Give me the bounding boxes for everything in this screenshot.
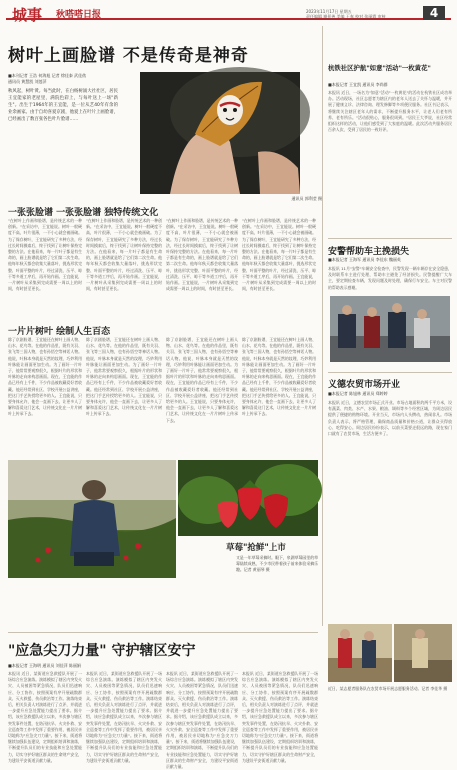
s2-col2: 除了京剧脸谱，王宜能还在树叶上画人物、山水、花鸟等。在他的作品里，既有关羽、张飞等三国人物，也有孙悟空等神话人物。他说，叶脉本身就是天然的纹理，巧妙利用叶脉能让画面更加生动。为了画好一片叶子，他常常要观察很久，根据叶片的形状和叶脉的走向来构思画面。现在，王宜能的作品已经有上千件，不少作品被收藏爱好者收藏。他还经常到社区、学校开展公益讲座，把这门手艺传授给更多的人。王宜能说，只要身体允许，他会一直画下去，让更多人了解和喜爱这门艺术，让传统文化在一片片树叶上传承下去。 <box>86 337 162 417</box>
right-divider-1 <box>328 238 452 239</box>
bottom-rule <box>8 632 318 633</box>
right-bot-byline: ■本报记者 陈旭林 通讯员 郑婷婷 <box>328 391 388 396</box>
column-divider <box>322 26 323 626</box>
lead-headline: 树叶上画脸谱 不是传奇是神奇 <box>8 46 249 66</box>
page-header <box>6 4 451 24</box>
lead-byline: ■本刊记者 王浩 何海旭 记者 徐佳泰 武佳侬 通讯员 黄慧凯 刘莲萍 <box>8 73 87 84</box>
lead-photo-caption: 通讯员 郭利莹 摄 <box>291 196 322 201</box>
bottom-col4: 本报讯 近日，某街道应急救援队开展了一场综合应急演练。演练模拟了辖区内突发火灾、人员被困等紧急情况，队员们迅速响应、分工协作，按照预案有序开展疏散群众、灭火救援、伤员救治等工作。演练结束后，相关负责人对演练进行了点评，并就进一步提升应急处置能力提出了要求。据介绍，该应急救援队成立以来，多次参与辖区突发事件处置，在防汛抗旱、火灾扑救、安全巡查等工作中发挥了重要作用，被居民亲切地称为"应急尖刀力量"。接下来，街道将继续加强队伍建设，定期组织培训和演练，不断提升队员们的专业技能和应急处置能力，切实守护好辖区群众的生命财产安全，为建设平安街道贡献力量。 <box>242 671 318 763</box>
strawberry-photo-main <box>8 460 176 578</box>
right-mid-headline: 安警帮助车主挽损失 <box>328 247 410 257</box>
right-top-headline: 杭铁社区护航"如意"活动"一枚黄花" <box>328 64 431 72</box>
bottom-col2: 本报讯 近日，某街道应急救援队开展了一场综合应急演练。演练模拟了辖区内突发火灾、人员被困等紧急情况，队员们迅速响应、分工协作，按照预案有序开展疏散群众、灭火救援、伤员救治等工作。演练结束后，相关负责人对演练进行了点评，并就进一步提升应急处置能力提出了要求。据介绍，该应急救援队成立以来，多次参与辖区突发事件处置，在防汛抗旱、火灾扑救、安全巡查等工作中发挥了重要作用，被居民亲切地称为"应急尖刀力量"。接下来，街道将继续加强队伍建设，定期组织培训和演练，不断提升队员们的专业技能和应急处置能力，切实守护好辖区群众的生命财产安全，为建设平安街道贡献力量。 <box>86 671 162 763</box>
right-bot-headline: 义德农贸市场开业 <box>328 380 401 390</box>
s2-col4: 除了京剧脸谱，王宜能还在树叶上画人物、山水、花鸟等。在他的作品里，既有关羽、张飞等三国人物，也有孙悟空等神话人物。他说，叶脉本身就是天然的纹理，巧妙利用叶脉能让画面更加生动。为了画好一片叶子，他常常要观察很久，根据叶片的形状和叶脉的走向来构思画面。现在，王宜能的作品已经有上千件，不少作品被收藏爱好者收藏。他还经常到社区、学校开展公益讲座，把这门手艺传授给更多的人。王宜能说，只要身体允许，他会一直画下去，让更多人了解和喜爱这门艺术，让传统文化在一片片树叶上传承下去。 <box>242 337 316 417</box>
section-title: 城事 <box>12 6 43 24</box>
s2-col1: 除了京剧脸谱，王宜能还在树叶上画人物、山水、花鸟等。在他的作品里，既有关羽、张飞等三国人物，也有孙悟空等神话人物。他说，叶脉本身就是天然的纹理，巧妙利用叶脉能让画面更加生动。为了画好一片叶子，他常常要观察很久，根据叶片的形状和叶脉的走向来构思画面。现在，王宜能的作品已经有上千件，不少作品被收藏爱好者收藏。他还经常到社区、学校开展公益讲座，把这门手艺传授给更多的人。王宜能说，只要身体允许，他会一直画下去，让更多人了解和喜爱这门艺术，让传统文化在一片片树叶上传承下去。 <box>8 337 82 417</box>
strawberry-caption: 又是一年草莓采摘时。眼下，泉湖草莓园里的草莓陆续成熟，不少市民带着孩子前来体验采摘乐趣。记者 黄丽琴 摄 <box>236 555 318 573</box>
bottom-col1: 本报讯 近日，某街道应急救援队开展了一场综合应急演练。演练模拟了辖区内突发火灾、人员被困等紧急情况，队员们迅速响应、分工协作，按照预案有序开展疏散群众、灭火救援、伤员救治等工作。演练结束后，相关负责人对演练进行了点评，并就进一步提升应急处置能力提出了要求。据介绍，该应急救援队成立以来，多次参与辖区突发事件处置，在防汛抗旱、火灾扑救、安全巡查等工作中发挥了重要作用，被居民亲切地称为"应急尖刀力量"。接下来，街道将继续加强队伍建设，定期组织培训和演练，不断提升队员们的专业技能和应急处置能力，切实守护好辖区群众的生命财产安全，为建设平安街道贡献力量。 <box>8 671 82 763</box>
s1-col4: "在树叶上作画和脸谱，是传统艺术的一种创新。"在采访中，王宜能说。树叶一般硬度不高，叶片很薄，一不小心就会被画破。为了保存树叶，王宜能研究了多种方法，经过长时间摸索后，终于找到了让树叶保持完整的方法。在他看来，每一片叶子都是有生命的，画上脸谱就是给了它们第二次生命。他每年秋天都会收集大量落叶，挑选形状完整、叶面平整的叶片，经过清洗、压平、晾干等多道工序后，再开始作画。王宜能说，一片树叶从采集到完成需要一周以上的时间，有时甚至更长。 <box>242 218 316 292</box>
bottom-right-caption: 近日，某志愿者服务队在农贸市场开展志愿服务活动。记者 李佳华 摄 <box>328 686 448 691</box>
s1-col3: "在树叶上作画和脸谱，是传统艺术的一种创新。"在采访中，王宜能说。树叶一般硬度不高，叶片很薄，一不小心就会被画破。为了保存树叶，王宜能研究了多种方法，经过长时间摸索后，终于找到了让树叶保持完整的方法。在他看来，每一片叶子都是有生命的，画上脸谱就是给了它们第二次生命。他每年秋天都会收集大量落叶，挑选形状完整、叶面平整的叶片，经过清洗、压平、晾干等多道工序后，再开始作画。王宜能说，一片树叶从采集到完成需要一周以上的时间，有时甚至更长。 <box>166 218 238 292</box>
bottom-col3: 本报讯 近日，某街道应急救援队开展了一场综合应急演练。演练模拟了辖区内突发火灾、人员被困等紧急情况，队员们迅速响应、分工协作，按照预案有序开展疏散群众、灭火救援、伤员救治等工作。演练结束后，相关负责人对演练进行了点评，并就进一步提升应急处置能力提出了要求。据介绍，该应急救援队成立以来，多次参与辖区突发事件处置，在防汛抗旱、火灾扑救、安全巡查等工作中发挥了重要作用，被居民亲切地称为"应急尖刀力量"。接下来，街道将继续加强队伍建设，定期组织培训和演练，不断提升队员们的专业技能和应急处置能力，切实守护好辖区群众的生命财产安全，为建设平安街道贡献力量。 <box>166 671 238 770</box>
right-top-body: 本报讯 近日，一场名为"如意"活动"一枚黄花"的活动在杭铁社区成功举办。活动现场，社区志愿者为辖区内的老年人送去了关怀与温暖，并开展了健康义诊、法律咨询、理发修脚等多项便民服务。社区书记表示，将继续关注辖区老年人的需求，不断提升服务水平，让老人们老有所养、老有所乐。"活动很贴心，服务很周到。"居民王大爷说，社区经常组织这样的活动，让他们感受到了大家庭的温暖。此次活动共服务居民百余人次，受到了居民的一致好评。 <box>328 90 452 133</box>
strawberry-headline: 草莓"抢鲜"上市 <box>226 543 286 553</box>
subhead-2: 一片片树叶 绘制人生百态 <box>8 327 111 337</box>
bottom-byline: ■本报记者 王海明 通讯员 刘佳萍 陈丽娟 <box>8 663 81 668</box>
right-divider-2 <box>328 372 452 373</box>
subhead-1: 一张张脸谱 一张张脸谱 独特传统文化 <box>8 208 159 218</box>
right-mid-byline: ■本报记者 王海军 通讯员 李佳东 魏丽英 <box>328 257 401 262</box>
s2-col3: 除了京剧脸谱，王宜能还在树叶上画人物、山水、花鸟等。在他的作品里，既有关羽、张飞等三国人物，也有孙悟空等神话人物。他说，叶脉本身就是天然的纹理，巧妙利用叶脉能让画面更加生动。为了画好一片叶子，他常常要观察很久，根据叶片的形状和叶脉的走向来构思画面。现在，王宜能的作品已经有上千件，不少作品被收藏爱好者收藏。他还经常到社区、学校开展公益讲座，把这门手艺传授给更多的人。王宜能说，只要身体允许，他会一直画下去，让更多人了解和喜爱这门艺术，让传统文化在一片片树叶上传承下去。 <box>166 337 238 423</box>
s1-col2: "在树叶上作画和脸谱，是传统艺术的一种创新。"在采访中，王宜能说。树叶一般硬度不高，叶片很薄，一不小心就会被画破。为了保存树叶，王宜能研究了多种方法，经过长时间摸索后，终于找到了让树叶保持完整的方法。在他看来，每一片叶子都是有生命的，画上脸谱就是给了它们第二次生命。他每年秋天都会收集大量落叶，挑选形状完整、叶面平整的叶片，经过清洗、压平、晾干等多道工序后，再开始作画。王宜能说，一片树叶从采集到完成需要一周以上的时间，有时甚至更长。 <box>86 218 162 292</box>
right-top-byline: ■本报记者 王宜凯 通讯员 李尚群 <box>328 82 388 87</box>
masthead: 秋嗒嗒日报 <box>56 10 102 20</box>
right-bot-body: 本报讯 近日，义德农贸市场正式开业。市场占地面积约两千平方米，设有蔬菜、肉类、水产、水果、粮油、调料等多个经营区域，为周边居民提供了便捷的购物环境。开业当天，市场内人头攒动，热闹非凡。市场负责人表示，将严格管理，确保商品质量和价格公道，让群众买得放心、吃得安心。周边居民纷纷表示，以前买菜要走很远的路，现在家门口就有了农贸市场，生活方便多了。 <box>328 400 452 437</box>
header-info: 2023年11月17日 星期五 责任编辑 谢景善 美编 王春 校对 张丽霞 审核 <box>306 9 386 19</box>
lead-photo <box>140 72 300 194</box>
page-number: 4 <box>423 6 445 20</box>
right-mid-photo <box>330 296 450 362</box>
bottom-right-photo <box>328 624 392 682</box>
strawberry-photo-detail <box>178 460 318 536</box>
bottom-right-photo-2 <box>394 624 452 682</box>
right-mid-body: 本报讯 11月"安警"车辆安全检查中，民警发现一辆车辆存在安全隐患，及时联系车主进行处理，帮助车主避免了经济损失。民警提醒广大车主，要定期检查车辆，发现问题及时处理，确保行车安全。车主对民警的帮助表示感谢。 <box>328 266 452 290</box>
s1-col1: "在树叶上作画和脸谱，是传统艺术的一种创新。"在采访中，王宜能说。树叶一般硬度不高，叶片很薄，一不小心就会被画破。为了保存树叶，王宜能研究了多种方法，经过长时间摸索后，终于找到了让树叶保持完整的方法。在他看来，每一片叶子都是有生命的，画上脸谱就是给了它们第二次生命。他每年秋天都会收集大量落叶，挑选形状完整、叶面平整的叶片，经过清洗、压平、晾干等多道工序后，再开始作画。王宜能说，一片树叶从采集到完成需要一周以上的时间，有时甚至更长。 <box>8 218 82 292</box>
bottom-headline: "应急尖刀力量" 守护辖区安宁 <box>8 643 196 659</box>
lead-intro: 秋风起，树叶黄。每当此时，在白杨树涌大社社区，居民王宜能家的老屋里，满院色彩上，与每叶送上一场"新生"。出生于1964年的王宜能，是一位从艺40年有余的业余画家。由于自幼喜爱京剧，他爱上在叶片上画脸谱，已经画出了数百张各色叶片脸谱…… <box>8 89 118 122</box>
